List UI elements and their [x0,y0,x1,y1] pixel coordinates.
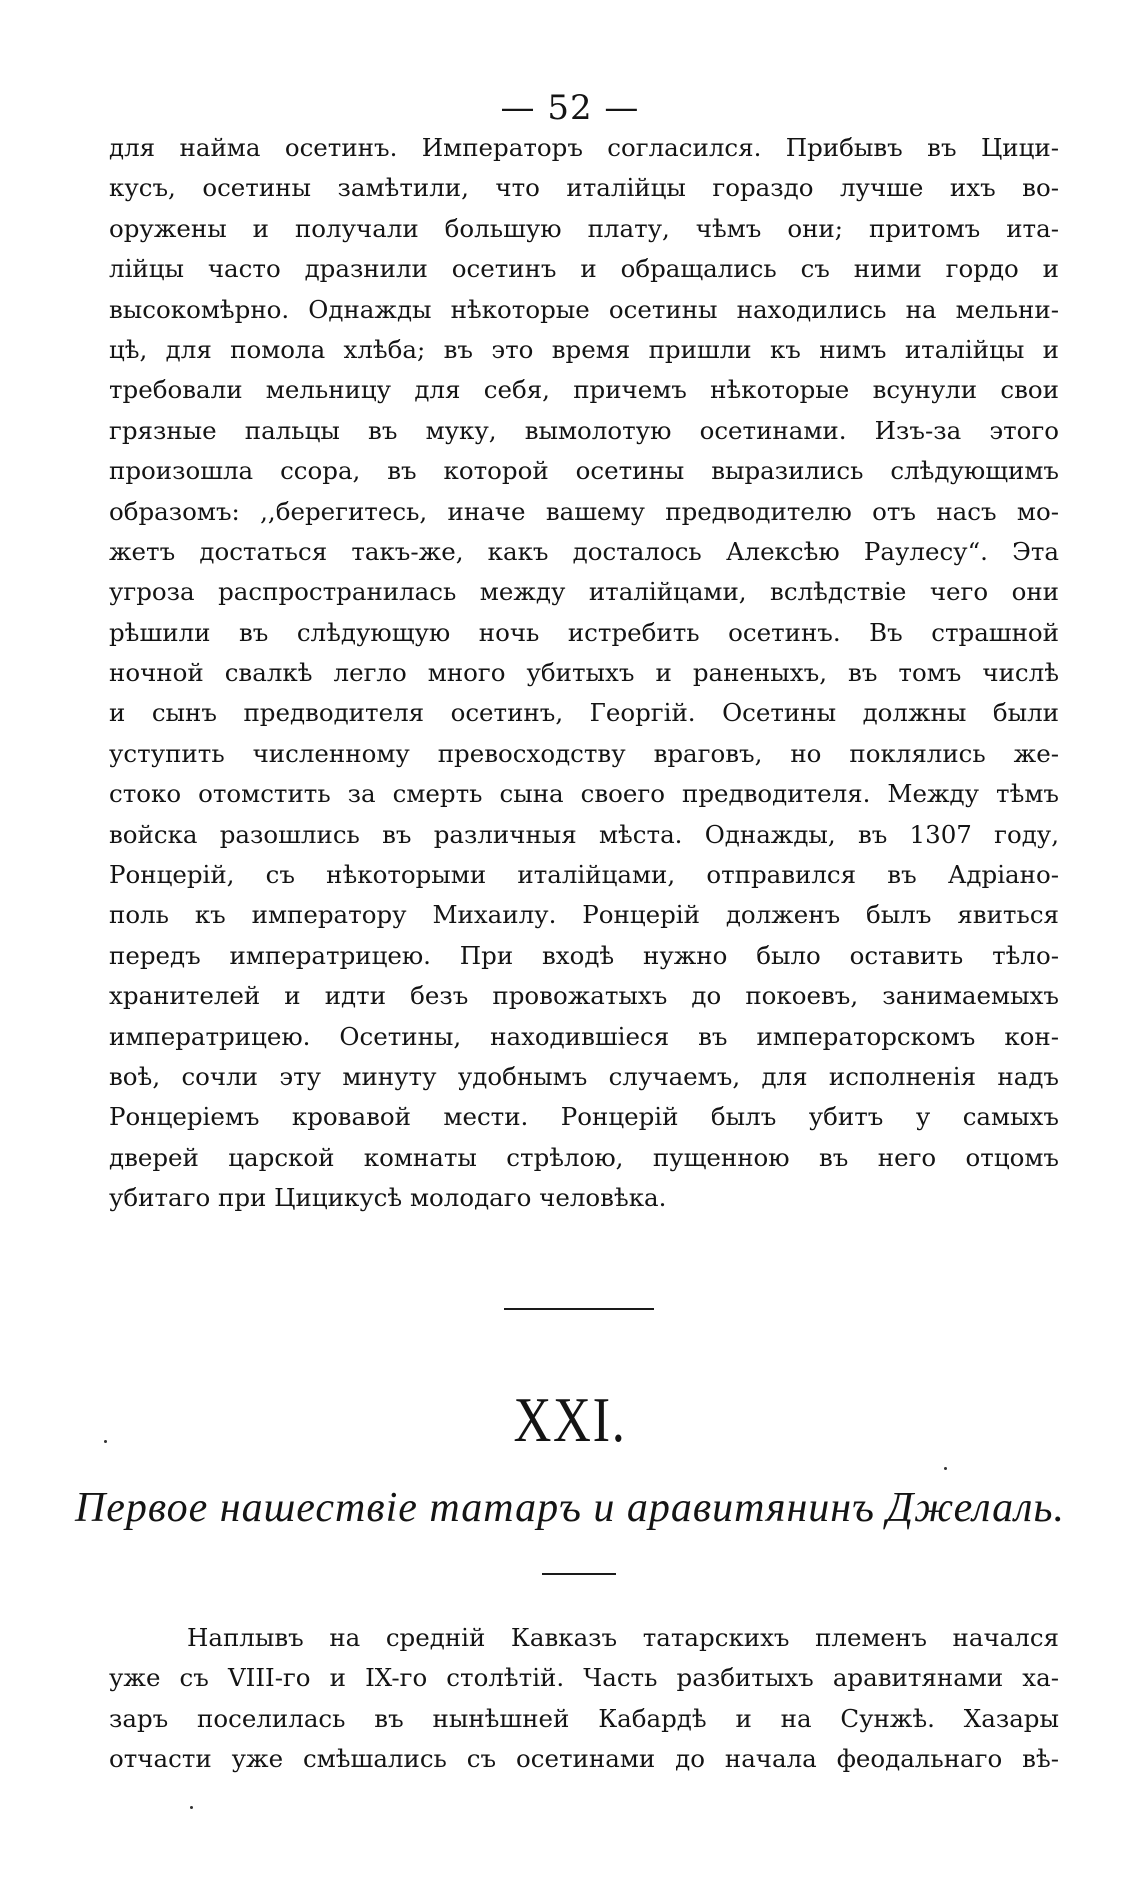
text-line: для найма осетинъ. Императоръ согласился. Прибывъ въ Цици- [109,133,1059,162]
text-line: и сынъ предводителя осетинъ, Георгій. Осетины должны были [109,698,1059,728]
print-speck [944,1467,947,1470]
text-line: отчасти уже смѣшались съ осетинами до начала феодальнаго вѣ- [109,1744,1059,1774]
text-line: Ронцерій, съ нѣкоторыми италійцами, отправился въ Адріано- [109,860,1059,890]
text-line: дверей царской комнаты стрѣлою, пущенною въ него отцомъ [109,1142,1059,1172]
text-line: лійцы часто дразнили осетинъ и обращались съ ними гордо и [109,254,1059,284]
text-line: грязные пальцы въ муку, вымолотую осетинами. Изъ-за этого [109,415,1059,445]
section-divider [504,1308,654,1310]
text-line: требовали мельницу для себя, причемъ нѣкоторые всунули свои [109,375,1059,405]
print-speck [190,1806,193,1809]
text-line: образомъ: ,,берегитесь, иначе вашему предводителю отъ насъ мо- [109,496,1059,526]
page-number: — 52 — [500,88,640,128]
text-line: поль къ императору Михаилу. Ронцерій долженъ былъ явиться [109,900,1059,930]
paragraph-2 [109,1618,1059,1780]
text-line: угроза распространилась между италійцами, вслѣдствіе чего они [109,577,1059,607]
text-line: заръ поселилась въ нынѣшней Кабардѣ и на Сунжѣ. Хазары [109,1703,1059,1733]
text-line: ночной свалкѣ легло много убитыхъ и раненыхъ, въ томъ числѣ [109,658,1059,688]
text-line: хранителей и идти безъ провожатыхъ до покоевъ, занимаемыхъ [109,981,1059,1011]
print-speck [104,1440,107,1443]
text-line: стоко отомстить за смерть сына своего предводителя. Между тѣмъ [109,779,1059,809]
text-line: убитаго при Цицикусѣ молодаго человѣка. [109,1183,667,1213]
paragraph-1 [109,128,1059,1219]
text-line: уже съ VIII-го и IX-го столѣтій. Часть разбитыхъ аравитянами ха- [109,1663,1059,1693]
text-line: рѣшили въ слѣдующую ночь истребить осетинъ. Въ страшной [109,617,1059,647]
text-line: императрицею. Осетины, находившіеся въ императорскомъ кон- [109,1021,1059,1051]
text-line: кусъ, осетины замѣтили, что италійцы гораздо лучше ихъ во- [109,173,1059,203]
text-line: уступить численному превосходству враговъ, но поклялись же- [109,738,1059,768]
text-line: Ронцеріемъ кровавой мести. Ронцерій былъ убитъ у самыхъ [109,1102,1059,1132]
text-line: высокомѣрно. Однажды нѣкоторые осетины находились на мельни- [109,294,1059,324]
text-line: войска разошлись въ различныя мѣста. Однажды, въ 1307 году, [109,819,1059,849]
chapter-title: Первое нашествіе татаръ и аравитянинъ Джелаль. [74,1485,1066,1531]
text-line: воѣ, сочли эту минуту удобнымъ случаемъ, для исполненія надъ [109,1061,1059,1091]
text-line: Наплывъ на средній Кавказъ татарскихъ племенъ начался [187,1623,1059,1652]
title-divider [542,1573,616,1575]
text-line: цѣ, для помола хлѣба; въ это время пришли къ нимъ италійцы и [109,334,1059,364]
text-line: жетъ достаться такъ-же, какъ досталось Алексѣю Раулесу“. Эта [109,536,1059,566]
chapter-number: XXI. [513,1384,627,1455]
text-line: оружены и получали большую плату, чѣмъ они; притомъ ита- [109,213,1059,243]
text-line: произошла ссора, въ которой осетины выразились слѣдующимъ [109,456,1059,486]
text-line: передъ императрицею. При входѣ нужно было оставить тѣло- [109,940,1059,970]
